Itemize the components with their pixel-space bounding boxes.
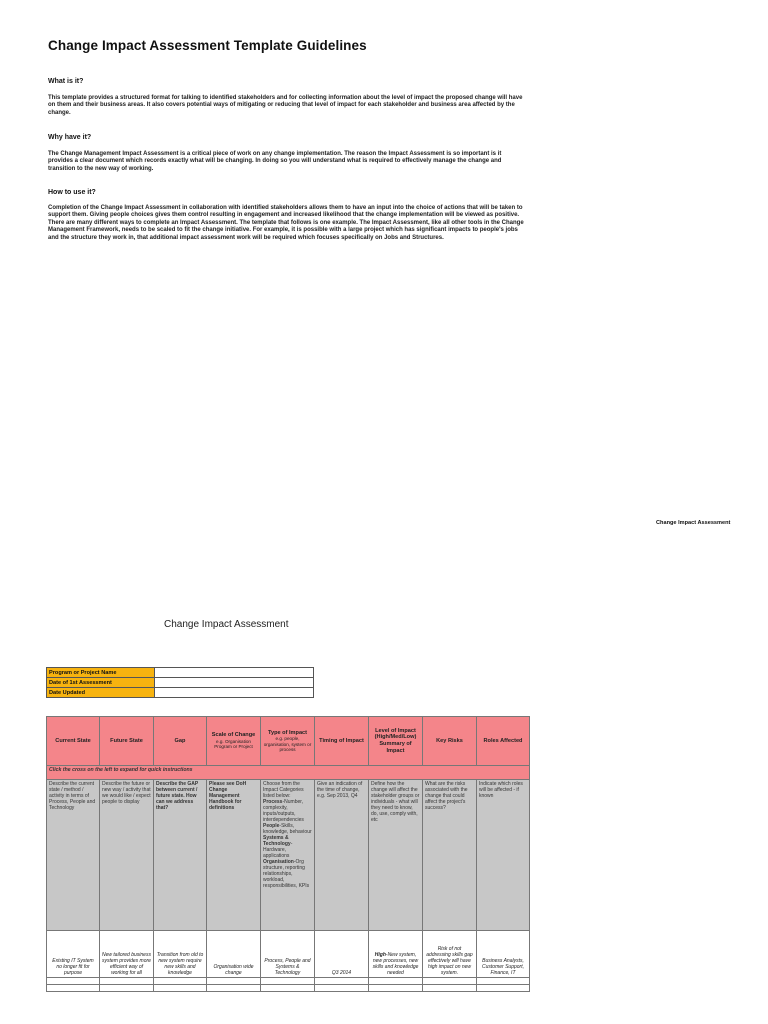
example-timing[interactable]: Q3 2014 (315, 931, 369, 978)
type-intro: Choose from the Impact Categories listed below: (263, 781, 304, 799)
section-heading-what: What is it? (48, 78, 84, 85)
blank-cell[interactable] (261, 985, 315, 992)
instruction-row (47, 780, 530, 931)
blank-cell[interactable] (207, 985, 261, 992)
type-process-label: Process (263, 799, 283, 805)
blank-cell[interactable] (154, 985, 207, 992)
blank-cell[interactable] (100, 985, 154, 992)
type-people-text: -Skills, knowledge, behaviour (263, 823, 312, 835)
impact-assessment-table (46, 716, 530, 992)
meta-label: Date Updated (47, 688, 155, 698)
section-heading-why: Why have it? (48, 134, 92, 141)
example-current-state[interactable]: Existing IT System no longer fit for purpose (47, 931, 100, 978)
instruction-gap: Describe the GAP between current / future state. How can we address that? (154, 780, 207, 931)
sheet-footer-label: Change Impact Assessment (656, 520, 731, 526)
type-org-text: -Org structure, reporting relationships, workload, responsibilities, KPIs (263, 859, 310, 889)
expand-hint[interactable]: Click the cross on the left to expand for quick instructions (47, 766, 530, 780)
blank-cell[interactable] (315, 978, 369, 985)
section-body-what: This template provides a structured format for talking to identified stakeholders and for collecting information about the level of impact the proposed change will have on them and their business areas. It also covers potential ways of mitigating or reducing that level of impact for each stakeholder and business area affected by the change. (48, 95, 523, 116)
first-assessment-date-field[interactable] (155, 678, 314, 688)
blank-cell[interactable] (207, 978, 261, 985)
blank-cell[interactable] (154, 978, 207, 985)
blank-cell[interactable] (423, 985, 477, 992)
example-level-text: -New system, new processes, new skills and knowledge needed (372, 952, 419, 976)
blank-cell[interactable] (47, 978, 100, 985)
header-future-state: Future State (100, 717, 154, 766)
example-gap[interactable]: Transition from old to new system require new skills and knowledge (154, 931, 207, 978)
instruction-current-state: Describe the current state / method / activity in terms of Process, People and Technology (47, 780, 100, 931)
blank-cell[interactable] (261, 978, 315, 985)
section-heading-how: How to use it? (48, 189, 96, 196)
blank-cell[interactable] (369, 985, 423, 992)
project-name-field[interactable] (155, 668, 314, 678)
blank-cell[interactable] (47, 985, 100, 992)
instruction-type-of-impact (261, 780, 315, 931)
meta-row-project-name (47, 668, 314, 678)
example-risks[interactable]: Risk of not addressing skills gap effectively will have high impact on new system. (423, 931, 477, 978)
instruction-risks: What are the risks associated with the change that could affect the project's success? (423, 780, 477, 931)
header-level-of-impact: Level of Impact (High/Med/Low) Summary of Impact (369, 717, 423, 766)
meta-row-date-updated (47, 688, 314, 698)
type-systems-text: -Hardware, applications (263, 841, 293, 859)
blank-row (47, 978, 530, 985)
header-roles-affected: Roles Affected (477, 717, 530, 766)
section-body-how: Completion of the Change Impact Assessment in collaboration with identified stakeholders allows them to have an input into the choice of actions that will be taken to support them. Giving people choices gives them control resulting in engagement and increased likelihood that the change implementation will be viewed as positive. There are many different ways to complete an Impact Assessment. The template that follows is one example. The Impact Assessment, like all other tools in the Change Management Framework, needs to be scaled to fit the change initiative. For example, it is possible with a large project which has significant impacts to people's jobs and the structure they work in, that additional impact assessment work will be required which focuses specifically on Jobs and Structures. (48, 205, 524, 241)
header-current-state: Current State (47, 717, 100, 766)
instruction-level: Define how the change will affect the stakeholder groups or individuals - what will they need to know, do, use, comply with, etc (369, 780, 423, 931)
type-org-label: Organisation (263, 859, 294, 865)
type-process-text: -Number, complexity, inputs/outputs, interdependencies (263, 799, 304, 823)
header-type-of-impact: Type of Impact e.g. people, organisation, system or process (261, 717, 315, 766)
header-gap: Gap (154, 717, 207, 766)
section-body-why: The Change Management Impact Assessment is a critical piece of work on any change implementation. The reason the Impact Assessment is so important is it provides a clear document which records exactly what will be changing. In doing so you will understand what is required to effectively manage the change and transition to the new way of working. (48, 151, 502, 172)
header-key-risks: Key Risks (423, 717, 477, 766)
table-header-row (47, 717, 530, 766)
blank-cell[interactable] (100, 978, 154, 985)
instruction-future-state: Describe the future or new way / activity that we would like / expect people to display (100, 780, 154, 931)
type-people-label: People (263, 823, 280, 829)
document-title: Change Impact Assessment Template Guidelines (48, 38, 367, 53)
blank-cell[interactable] (477, 978, 530, 985)
instruction-roles: Indicate which roles will be affected - if known (477, 780, 530, 931)
meta-label: Program or Project Name (47, 668, 155, 678)
example-level-label: High (374, 952, 386, 958)
type-systems-label: Systems & Technology (263, 835, 291, 847)
blank-cell[interactable] (369, 978, 423, 985)
example-roles[interactable]: Business Analysts, Customer Support, Finance, IT (477, 931, 530, 978)
blank-cell[interactable] (477, 985, 530, 992)
instruction-scale: Please see DoH Change Management Handbook for definitions (207, 780, 261, 931)
example-future-state[interactable]: New tailored business system provides more efficient way of working for all (100, 931, 154, 978)
example-scale[interactable]: Organisation wide change (207, 931, 261, 978)
blank-row (47, 985, 530, 992)
header-scale-of-change: Scale of Change e.g. Organisation Program or Project (207, 717, 261, 766)
instruction-timing: Give an indication of the time of change, e.g. Sep 2013, Q4 (315, 780, 369, 931)
blank-cell[interactable] (423, 978, 477, 985)
header-timing: Timing of Impact (315, 717, 369, 766)
example-level[interactable] (369, 931, 423, 978)
meta-label: Date of 1st Assessment (47, 678, 155, 688)
example-type[interactable]: Process, People and Systems & Technology (261, 931, 315, 978)
meta-row-first-assessment (47, 678, 314, 688)
date-updated-field[interactable] (155, 688, 314, 698)
hint-row (47, 766, 530, 780)
example-row (47, 931, 530, 978)
project-meta-table (46, 667, 314, 698)
blank-cell[interactable] (315, 985, 369, 992)
form-title: Change Impact Assessment (164, 619, 289, 630)
